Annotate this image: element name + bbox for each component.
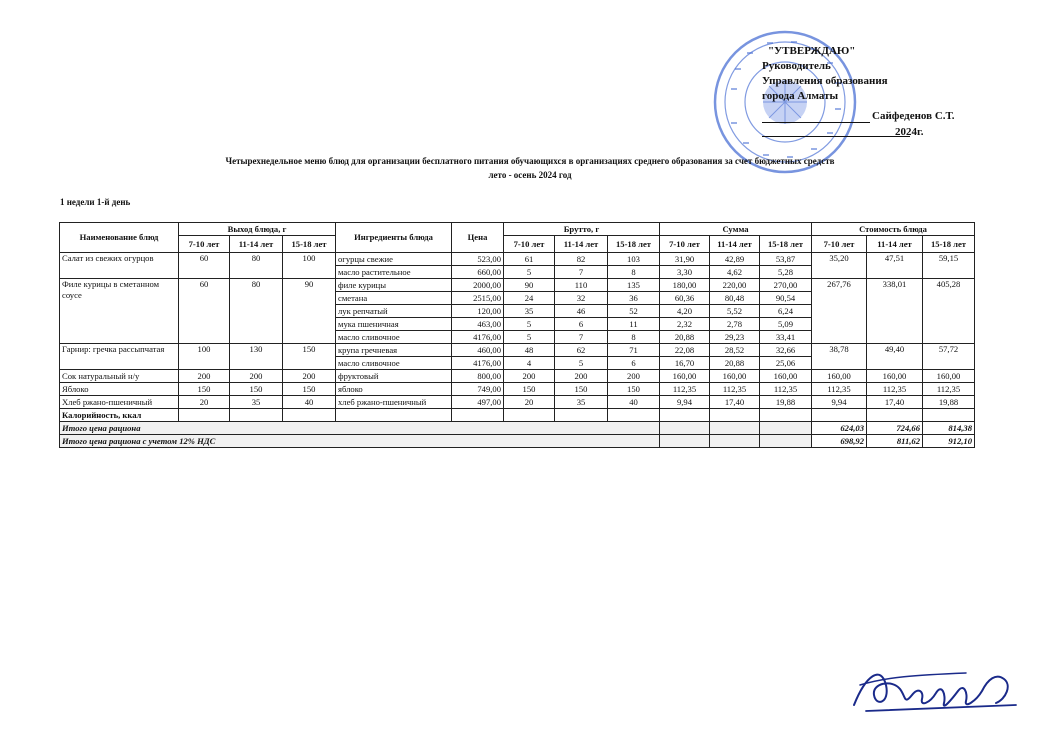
brutto-cell: 61 bbox=[504, 253, 555, 266]
yield-cell: 90 bbox=[283, 279, 336, 344]
sum-cell: 90,54 bbox=[760, 292, 812, 305]
sum-cell: 3,30 bbox=[660, 266, 710, 279]
yield-cell: 150 bbox=[179, 383, 230, 396]
sum-cell: 180,00 bbox=[660, 279, 710, 292]
brutto-cell: 40 bbox=[608, 396, 660, 409]
total-cell: 624,03 bbox=[812, 422, 867, 435]
dish-name: Хлеб ржано-пшеничный bbox=[60, 396, 179, 409]
approval-signer: Сайфеденов С.Т. bbox=[872, 110, 955, 122]
yield-cell: 80 bbox=[230, 279, 283, 344]
brutto-cell: 5 bbox=[504, 318, 555, 331]
brutto-cell: 11 bbox=[608, 318, 660, 331]
sum-cell: 220,00 bbox=[710, 279, 760, 292]
header-dish: Наименование блюд bbox=[60, 223, 179, 253]
header-price: Цена bbox=[452, 223, 504, 253]
date-underline bbox=[762, 136, 910, 137]
header-brutto: Брутто, г bbox=[504, 223, 660, 236]
table-row bbox=[60, 344, 975, 357]
sum-cell: 270,00 bbox=[760, 279, 812, 292]
price-cell: 800,00 bbox=[452, 370, 504, 383]
header-age: 15-18 лет bbox=[608, 236, 660, 253]
approval-org-line1: Управления образования bbox=[762, 75, 888, 87]
ingredient-cell: яблоко bbox=[336, 383, 452, 396]
sum-cell: 5,28 bbox=[760, 266, 812, 279]
brutto-cell: 24 bbox=[504, 292, 555, 305]
sum-cell: 32,66 bbox=[760, 344, 812, 357]
sum-cell: 17,40 bbox=[710, 396, 760, 409]
ingredient-cell: крупа гречневая bbox=[336, 344, 452, 357]
total-label: Итого цена рациона bbox=[60, 422, 660, 435]
total-vat-label: Итого цена рациона с учетом 12% НДС bbox=[60, 435, 660, 448]
brutto-cell: 20 bbox=[504, 396, 555, 409]
calories-row bbox=[60, 409, 975, 422]
ingredient-cell: мука пшеничная bbox=[336, 318, 452, 331]
table-row bbox=[60, 396, 975, 409]
brutto-cell: 36 bbox=[608, 292, 660, 305]
cost-cell: 49,40 bbox=[867, 344, 923, 370]
total-cell: 814,38 bbox=[923, 422, 975, 435]
sum-cell: 112,35 bbox=[760, 383, 812, 396]
cost-cell: 160,00 bbox=[923, 370, 975, 383]
sum-cell: 160,00 bbox=[660, 370, 710, 383]
header-yield: Выход блюда, г bbox=[179, 223, 336, 236]
document-title bbox=[90, 154, 970, 182]
cost-cell: 112,35 bbox=[812, 383, 867, 396]
yield-cell: 60 bbox=[179, 279, 230, 344]
sum-cell: 33,41 bbox=[760, 331, 812, 344]
dish-name: Салат из свежих огурцов bbox=[60, 253, 179, 279]
sum-cell: 2,32 bbox=[660, 318, 710, 331]
dish-name: Филе курицы в сметанном соусе bbox=[60, 279, 179, 344]
brutto-cell: 135 bbox=[608, 279, 660, 292]
brutto-cell: 200 bbox=[555, 370, 608, 383]
approval-block bbox=[762, 44, 888, 104]
header-age: 11-14 лет bbox=[230, 236, 283, 253]
price-cell: 120,00 bbox=[452, 305, 504, 318]
cost-cell: 112,35 bbox=[923, 383, 975, 396]
table-row bbox=[60, 370, 975, 383]
brutto-cell: 48 bbox=[504, 344, 555, 357]
price-cell: 2515,00 bbox=[452, 292, 504, 305]
header-age: 11-14 лет bbox=[555, 236, 608, 253]
dish-name: Сок натуральный н/у bbox=[60, 370, 179, 383]
sum-cell: 16,70 bbox=[660, 357, 710, 370]
price-cell: 660,00 bbox=[452, 266, 504, 279]
yield-cell: 100 bbox=[179, 344, 230, 370]
sum-cell: 5,09 bbox=[760, 318, 812, 331]
yield-cell: 60 bbox=[179, 253, 230, 279]
total-vat-cell: 698,92 bbox=[812, 435, 867, 448]
sum-cell: 60,36 bbox=[660, 292, 710, 305]
ingredient-cell: сметана bbox=[336, 292, 452, 305]
yield-cell: 100 bbox=[283, 253, 336, 279]
table-row bbox=[60, 279, 975, 292]
table-row bbox=[60, 383, 975, 396]
sum-cell: 2,78 bbox=[710, 318, 760, 331]
yield-cell: 150 bbox=[230, 383, 283, 396]
brutto-cell: 35 bbox=[504, 305, 555, 318]
total-row bbox=[60, 422, 975, 435]
brutto-cell: 62 bbox=[555, 344, 608, 357]
ingredient-cell: масло сливочное bbox=[336, 357, 452, 370]
cost-cell: 9,94 bbox=[812, 396, 867, 409]
cost-cell: 112,35 bbox=[867, 383, 923, 396]
price-cell: 460,00 bbox=[452, 344, 504, 357]
sum-cell: 9,94 bbox=[660, 396, 710, 409]
sum-cell: 80,48 bbox=[710, 292, 760, 305]
price-cell: 749,00 bbox=[452, 383, 504, 396]
brutto-cell: 7 bbox=[555, 266, 608, 279]
cost-cell: 35,20 bbox=[812, 253, 867, 279]
menu-table bbox=[59, 222, 975, 448]
header-age: 15-18 лет bbox=[923, 236, 975, 253]
sum-cell: 4,62 bbox=[710, 266, 760, 279]
sum-cell: 25,06 bbox=[760, 357, 812, 370]
approval-year: 2024г. bbox=[895, 126, 924, 138]
cost-cell: 17,40 bbox=[867, 396, 923, 409]
cost-cell: 38,78 bbox=[812, 344, 867, 370]
yield-cell: 35 bbox=[230, 396, 283, 409]
sum-cell: 160,00 bbox=[710, 370, 760, 383]
sum-cell: 29,23 bbox=[710, 331, 760, 344]
header-age: 11-14 лет bbox=[867, 236, 923, 253]
sum-cell: 112,35 bbox=[710, 383, 760, 396]
price-cell: 463,00 bbox=[452, 318, 504, 331]
price-cell: 2000,00 bbox=[452, 279, 504, 292]
header-age: 11-14 лет bbox=[710, 236, 760, 253]
header-age: 7-10 лет bbox=[660, 236, 710, 253]
brutto-cell: 82 bbox=[555, 253, 608, 266]
brutto-cell: 150 bbox=[608, 383, 660, 396]
ingredient-cell: огурцы свежие bbox=[336, 253, 452, 266]
approval-heading: "УТВЕРЖДАЮ" bbox=[768, 45, 856, 57]
sum-cell: 42,89 bbox=[710, 253, 760, 266]
header-cost: Стоимость блюда bbox=[812, 223, 975, 236]
header-age: 15-18 лет bbox=[760, 236, 812, 253]
brutto-cell: 6 bbox=[555, 318, 608, 331]
total-vat-cell: 811,62 bbox=[867, 435, 923, 448]
price-cell: 4176,00 bbox=[452, 331, 504, 344]
yield-cell: 200 bbox=[283, 370, 336, 383]
yield-cell: 40 bbox=[283, 396, 336, 409]
week-label: 1 недели 1-й день bbox=[60, 197, 131, 207]
approval-org-line2: города Алматы bbox=[762, 90, 839, 102]
brutto-cell: 5 bbox=[504, 266, 555, 279]
header-age: 7-10 лет bbox=[504, 236, 555, 253]
header-ingredients: Ингредиенты блюда bbox=[336, 223, 452, 253]
brutto-cell: 32 bbox=[555, 292, 608, 305]
total-vat-row bbox=[60, 435, 975, 448]
sum-cell: 5,52 bbox=[710, 305, 760, 318]
cost-cell: 267,76 bbox=[812, 279, 867, 344]
sum-cell: 19,88 bbox=[760, 396, 812, 409]
yield-cell: 80 bbox=[230, 253, 283, 279]
brutto-cell: 200 bbox=[608, 370, 660, 383]
yield-cell: 150 bbox=[283, 383, 336, 396]
calories-label: Калорийность, ккал bbox=[60, 409, 179, 422]
brutto-cell: 103 bbox=[608, 253, 660, 266]
header-age: 15-18 лет bbox=[283, 236, 336, 253]
brutto-cell: 35 bbox=[555, 396, 608, 409]
sum-cell: 112,35 bbox=[660, 383, 710, 396]
cost-cell: 405,28 bbox=[923, 279, 975, 344]
brutto-cell: 200 bbox=[504, 370, 555, 383]
dish-name: Гарнир: гречка рассыпчатая bbox=[60, 344, 179, 370]
brutto-cell: 4 bbox=[504, 357, 555, 370]
ingredient-cell: масло растительное bbox=[336, 266, 452, 279]
total-vat-cell: 912,10 bbox=[923, 435, 975, 448]
sum-cell: 31,90 bbox=[660, 253, 710, 266]
brutto-cell: 7 bbox=[555, 331, 608, 344]
dish-name: Яблоко bbox=[60, 383, 179, 396]
signature-underline bbox=[762, 122, 870, 123]
approval-role: Руководитель bbox=[762, 60, 831, 72]
ingredient-cell: лук репчатый bbox=[336, 305, 452, 318]
table-row bbox=[60, 253, 975, 266]
cost-cell: 59,15 bbox=[923, 253, 975, 279]
yield-cell: 20 bbox=[179, 396, 230, 409]
price-cell: 497,00 bbox=[452, 396, 504, 409]
brutto-cell: 110 bbox=[555, 279, 608, 292]
sum-cell: 22,08 bbox=[660, 344, 710, 357]
cost-cell: 19,88 bbox=[923, 396, 975, 409]
cost-cell: 47,51 bbox=[867, 253, 923, 279]
brutto-cell: 8 bbox=[608, 331, 660, 344]
cost-cell: 160,00 bbox=[812, 370, 867, 383]
sum-cell: 4,20 bbox=[660, 305, 710, 318]
brutto-cell: 46 bbox=[555, 305, 608, 318]
sum-cell: 20,88 bbox=[660, 331, 710, 344]
ingredient-cell: филе курицы bbox=[336, 279, 452, 292]
ingredient-cell: масло сливочное bbox=[336, 331, 452, 344]
yield-cell: 150 bbox=[283, 344, 336, 370]
price-cell: 4176,00 bbox=[452, 357, 504, 370]
header-age: 7-10 лет bbox=[179, 236, 230, 253]
header-age: 7-10 лет bbox=[812, 236, 867, 253]
price-cell: 523,00 bbox=[452, 253, 504, 266]
yield-cell: 200 bbox=[179, 370, 230, 383]
title-line1: Четырехнедельное меню блюд для организации бесплатного питания обучающихся в организациях среднего образования за счет бюджетных средств bbox=[225, 156, 835, 166]
handwritten-signature bbox=[846, 655, 1026, 720]
brutto-cell: 6 bbox=[608, 357, 660, 370]
yield-cell: 200 bbox=[230, 370, 283, 383]
brutto-cell: 8 bbox=[608, 266, 660, 279]
ingredient-cell: фруктовый bbox=[336, 370, 452, 383]
sum-cell: 6,24 bbox=[760, 305, 812, 318]
ingredient-cell: хлеб ржано-пшеничный bbox=[336, 396, 452, 409]
cost-cell: 160,00 bbox=[867, 370, 923, 383]
brutto-cell: 5 bbox=[504, 331, 555, 344]
brutto-cell: 150 bbox=[555, 383, 608, 396]
title-line2: лето - осень 2024 год bbox=[488, 170, 572, 180]
brutto-cell: 90 bbox=[504, 279, 555, 292]
sum-cell: 28,52 bbox=[710, 344, 760, 357]
brutto-cell: 5 bbox=[555, 357, 608, 370]
brutto-cell: 150 bbox=[504, 383, 555, 396]
brutto-cell: 71 bbox=[608, 344, 660, 357]
yield-cell: 130 bbox=[230, 344, 283, 370]
total-cell: 724,66 bbox=[867, 422, 923, 435]
cost-cell: 338,01 bbox=[867, 279, 923, 344]
cost-cell: 57,72 bbox=[923, 344, 975, 370]
sum-cell: 20,88 bbox=[710, 357, 760, 370]
brutto-cell: 52 bbox=[608, 305, 660, 318]
sum-cell: 160,00 bbox=[760, 370, 812, 383]
header-sum: Сумма bbox=[660, 223, 812, 236]
sum-cell: 53,87 bbox=[760, 253, 812, 266]
